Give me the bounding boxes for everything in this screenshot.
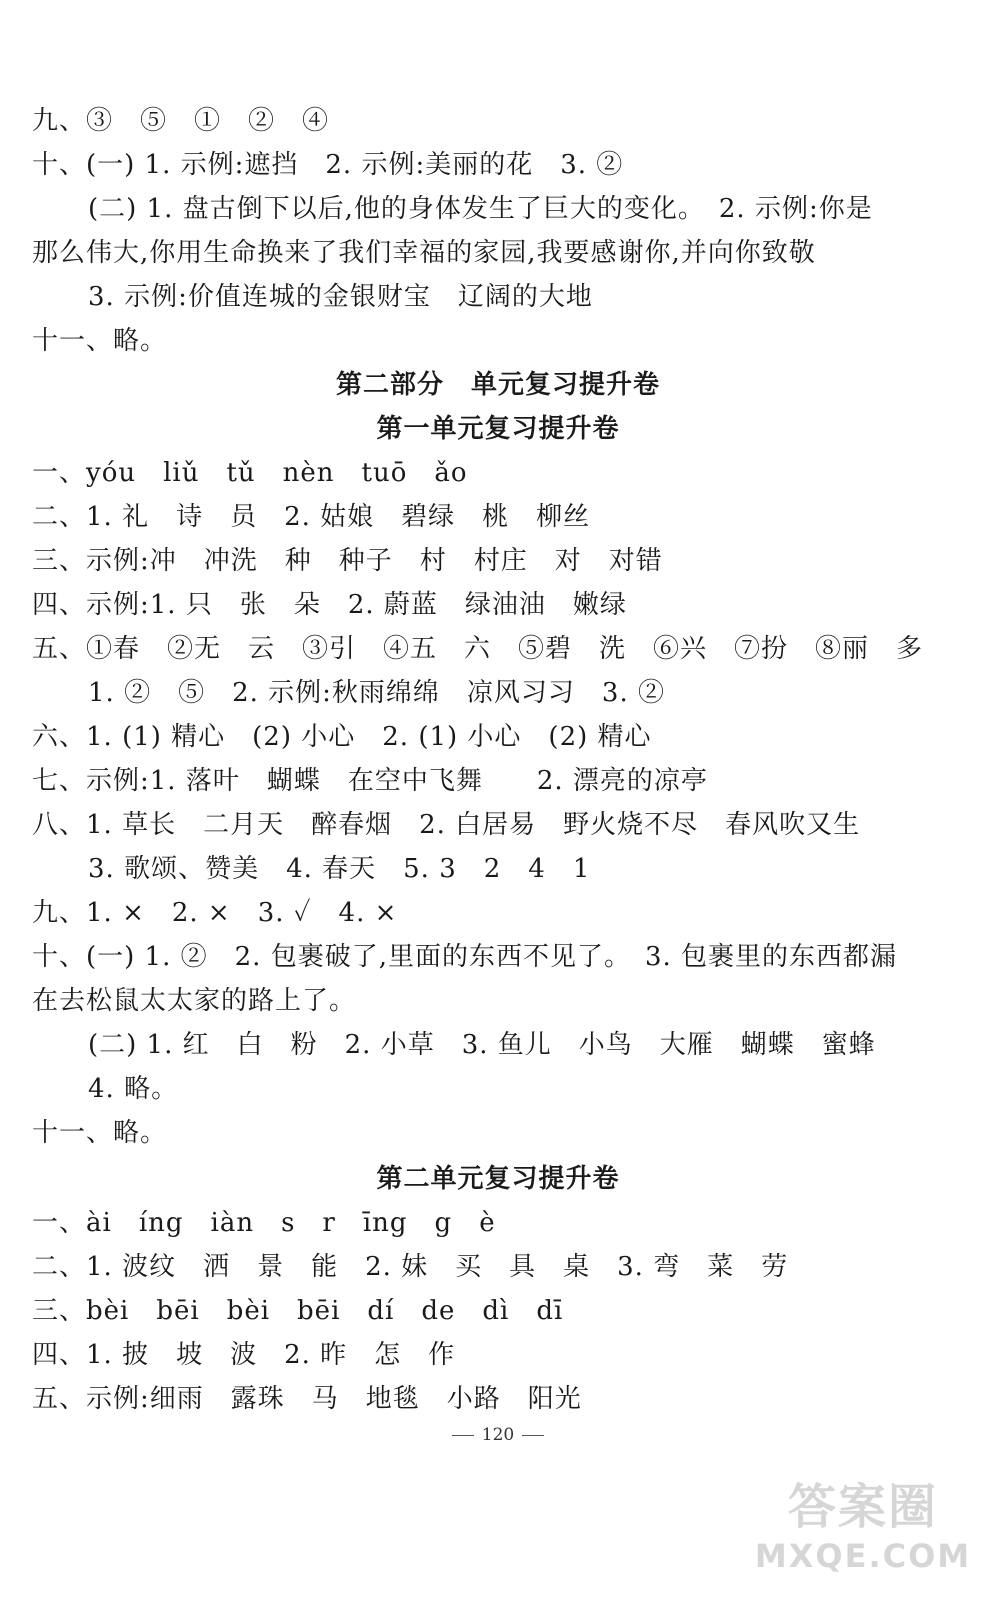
answer-line-11: 十一、略。 <box>32 326 168 356</box>
unit2-line-4: 四、1. 披 坡 波 2. 昨 怎 作 <box>32 1340 456 1370</box>
unit2-line-2: 二、1. 波纹 洒 景 能 2. 妹 买 具 桌 3. 弯 菜 劳 <box>32 1252 789 1282</box>
unit1-line-10-1: 十、(一) 1. ② 2. 包裹破了,里面的东西不见了。 3. 包裹里的东西都漏 <box>32 942 898 972</box>
unit1-line-9: 九、1. × 2. × 3. ✓ 4. × <box>32 898 398 928</box>
watermark-top: 答案圈 <box>787 1479 938 1535</box>
answer-line-10-2: (二) 1. 盘古倒下以后,他的身体发生了巨大的变化。 2. 示例:你是 <box>88 194 873 224</box>
unit1-line-5: 五、①春 ②无 云 ③引 ④五 六 ⑤碧 洗 ⑥兴 ⑦扮 ⑧丽 多 <box>32 634 924 664</box>
unit1-line-3: 三、示例:冲 冲洗 种 种子 村 村庄 对 对错 <box>32 546 663 576</box>
answer-line-10-2-3: 3. 示例:价值连城的金银财宝 辽阔的大地 <box>88 282 593 312</box>
unit1-line-5-sub: 1. ② ⑤ 2. 示例:秋雨绵绵 凉风习习 3. ② <box>88 678 665 708</box>
unit1-heading: 第一单元复习提升卷 <box>376 414 620 444</box>
unit1-line-2: 二、1. 礼 诗 员 2. 姑娘 碧绿 桃 柳丝 <box>32 502 591 532</box>
unit1-line-8: 八、1. 草长 二月天 醉春烟 2. 白居易 野火烧不尽 春风吹又生 <box>32 810 861 840</box>
page-number: 120 <box>0 1424 996 1446</box>
unit1-line-10-2: (二) 1. 红 白 粉 2. 小草 3. 鱼儿 小鸟 大雁 蝴蝶 蜜蜂 <box>88 1030 876 1060</box>
part-heading: 第二部分 单元复习提升卷 <box>335 370 660 400</box>
answer-line-10-2-cont: 那么伟大,你用生命换来了我们幸福的家园,我要感谢你,并向你致敬 <box>32 238 816 268</box>
unit2-heading: 第二单元复习提升卷 <box>376 1164 620 1194</box>
unit2-line-5: 五、示例:细雨 露珠 马 地毯 小路 阳光 <box>32 1384 582 1414</box>
unit1-line-1: 一、yóu liǔ tǔ nèn tuō ǎo <box>32 458 468 488</box>
unit1-line-8-sub: 3. 歌颂、赞美 4. 春天 5. 3 2 4 1 <box>88 854 591 884</box>
unit2-line-3: 三、bèi bēi bèi bēi dí de dì dī <box>32 1296 564 1326</box>
unit1-line-6: 六、1. (1) 精心 (2) 小心 2. (1) 小心 (2) 精心 <box>32 722 652 752</box>
watermark-logo <box>748 1478 978 1588</box>
unit1-line-10-1-cont: 在去松鼠太太家的路上了。 <box>32 986 357 1016</box>
unit1-line-11: 十一、略。 <box>32 1118 168 1148</box>
answer-line-9: 九、③ ⑤ ① ② ④ <box>32 106 330 136</box>
answer-line-10-1: 十、(一) 1. 示例:遮挡 2. 示例:美丽的花 3. ② <box>32 150 624 180</box>
watermark-bottom: MXQE.COM <box>754 1537 972 1575</box>
unit2-line-1: 一、ài íng iàn s r īng g è <box>32 1208 496 1238</box>
unit1-line-7: 七、示例:1. 落叶 蝴蝶 在空中飞舞 2. 漂亮的凉亭 <box>32 766 708 796</box>
unit1-line-10-2-4: 4. 略。 <box>88 1074 179 1104</box>
unit1-line-4: 四、示例:1. 只 张 朵 2. 蔚蓝 绿油油 嫩绿 <box>32 590 627 620</box>
